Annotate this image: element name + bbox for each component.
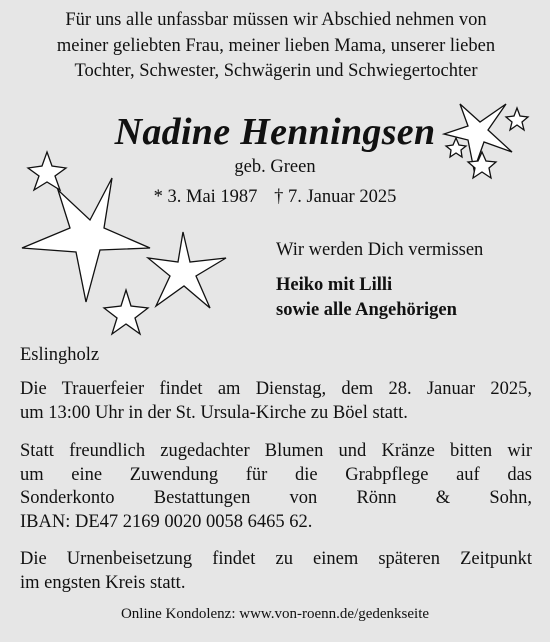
star-icon [104, 290, 148, 334]
paragraph-line: um eine Zuwendung für die Grabpflege auf das [20, 464, 532, 485]
signer-line: Heiko mit Lilli [276, 275, 393, 295]
urn-info [20, 548, 532, 595]
paragraph-line: Statt freundlich zugedachter Blumen und Kränze bitten wir [20, 441, 532, 461]
intro-line: Für uns alle unfassbar müssen wir Abschied nehmen von [65, 10, 487, 30]
life-dates [0, 187, 550, 208]
miss-line: Wir werden Dich vermissen [276, 240, 484, 260]
funeral-info [20, 378, 532, 425]
birth-date: * 3. Mai 1987 [153, 187, 258, 207]
paragraph-line: im engsten Kreis statt. [20, 572, 186, 593]
paragraph-line: IBAN: DE47 2169 0020 0058 6465 62. [20, 511, 313, 532]
intro-line: meiner geliebten Frau, meiner lieben Mama, unserer lieben [56, 35, 496, 56]
star-icon [148, 232, 226, 308]
place: Eslingholz [20, 345, 100, 365]
paragraph-line: um 13:00 Uhr in der St. Ursula-Kirche zu Böel statt. [20, 402, 408, 423]
donation-info [20, 440, 532, 534]
deceased-name: Nadine Henningsen [114, 111, 436, 153]
intro-line: Tochter, Schwester, Schwägerin und Schwiegertochter [74, 61, 478, 81]
paragraph-line: Die Urnenbeisetzung findet zu einem späteren Zeitpunkt [20, 549, 532, 569]
intro-text [20, 8, 532, 85]
paragraph-line: Die Trauerfeier findet am Dienstag, dem 28. Januar 2025, [20, 379, 532, 399]
death-date: † 7. Januar 2025 [274, 187, 397, 207]
signers [276, 273, 457, 323]
signer-line: sowie alle Angehörigen [276, 300, 457, 320]
birth-name: geb. Green [234, 157, 316, 177]
online-condolence: Online Kondolenz: www.von-roenn.de/gedenkseite [120, 606, 430, 622]
paragraph-line: Sonderkonto Bestattungen von Rönn & Sohn, [20, 488, 532, 508]
